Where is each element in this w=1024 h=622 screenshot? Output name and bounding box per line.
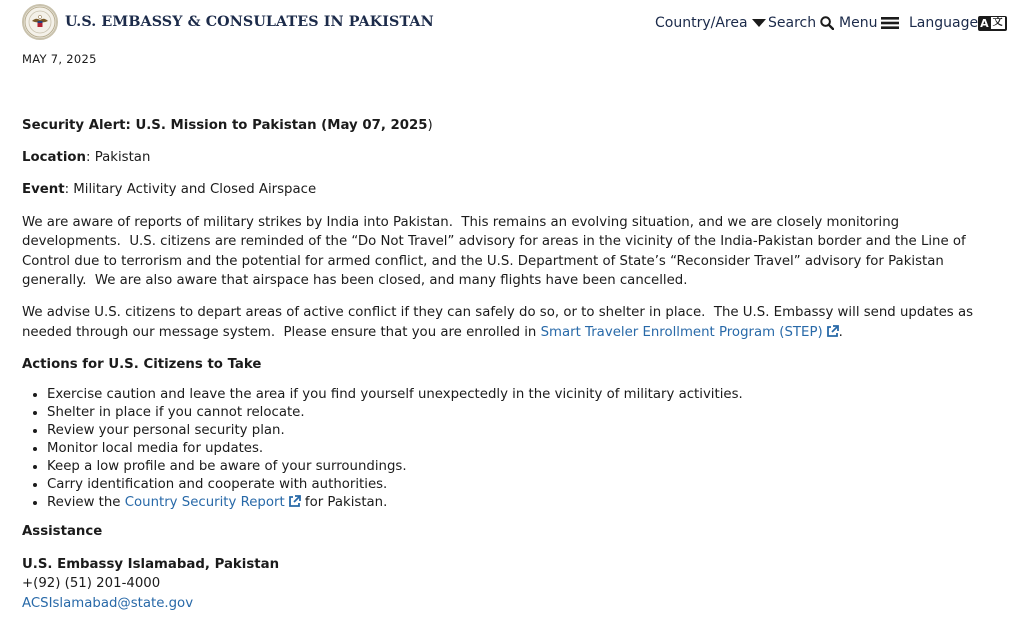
actions-heading: Actions for U.S. Citizens to Take (22, 356, 262, 372)
list-item: • Exercise caution and leave the area if you find yourself unexpectedly in the vicinity of military activities. (47, 386, 1002, 404)
alert-title (22, 116, 1002, 136)
publish-date: MAY 7, 2025 (22, 52, 97, 66)
list-item: • Keep a low profile and be aware of your surroundings. (47, 458, 1002, 476)
country-area-label: Country/Area (655, 15, 748, 31)
list-item: • Review your personal security plan. (47, 422, 1002, 440)
situation-paragraph: We are aware of reports of military strikes by India into Pakistan. This remains an evolving situation, and we are closely monitoring developments. U.S. citizens are reminded of the “Do Not Travel” advisory for areas in the vicinity of the India-Pakistan border and the Line of Control due to terrorism and the potential for armed conflict, and the U.S. Department of State’s “Reconsider Travel” advisory for Pakistan generally. We are also aware that airspace has been closed, and many flights have been cancelled. (22, 214, 970, 289)
alert-title-close: ) (427, 118, 433, 133)
country-area-dropdown[interactable] (655, 15, 766, 31)
search-label: Search (768, 15, 817, 31)
search-icon (820, 16, 834, 30)
advice-paragraph (22, 303, 1002, 342)
list-item (47, 494, 1002, 512)
embassy-seal-logo[interactable] (22, 4, 58, 40)
event-value: : Military Activity and Closed Airspace (64, 182, 317, 198)
actions-list (22, 386, 1002, 512)
embassy-phone: +(92) (51) 201-4000 (22, 576, 161, 592)
translate-icon (978, 16, 1007, 31)
location-value: : Pakistan (85, 150, 151, 166)
translate-icon-letter-a: A (980, 16, 989, 30)
alert-content (22, 116, 1002, 613)
embassy-email-link[interactable]: ACSIslamabad@state.gov (22, 595, 194, 611)
alert-title-text: Security Alert: U.S. Mission to Pakistan (May 07, 2025 (22, 118, 428, 133)
list-item: • Shelter in place if you cannot relocate. (47, 404, 1002, 422)
embassy-name: U.S. Embassy Islamabad, Pakistan (22, 556, 280, 572)
assistance-heading: Assistance (22, 524, 103, 540)
location-label: Location (22, 150, 86, 166)
external-link-icon (288, 495, 301, 508)
csr-link-label: Country Security Report (124, 495, 285, 511)
step-enrollment-link[interactable] (541, 325, 839, 340)
translate-icon-glyph: 文 (992, 17, 1003, 28)
list-item: • Carry identification and cooperate with authorities. (47, 476, 1002, 494)
search-button[interactable] (768, 15, 834, 31)
caret-down-icon (752, 18, 766, 28)
external-link-icon (826, 325, 839, 338)
country-security-report-link[interactable] (125, 495, 301, 510)
list-item: • Monitor local media for updates. (47, 440, 1002, 458)
step-link-label: Smart Traveler Enrollment Program (STEP) (540, 324, 823, 340)
advice-text: We advise U.S. citizens to depart areas of active conflict if they can safely do so, or to shelter in place. The U.S. Embassy will send updates as needed through our message system. Please ensure that you are enrolled in (22, 305, 978, 340)
advice-end: . (838, 324, 843, 340)
language-button[interactable] (909, 15, 1007, 31)
site-title[interactable]: U.S. EMBASSY & CONSULATES IN PAKISTAN (65, 14, 434, 30)
site-header (0, 0, 1024, 48)
event-label: Event (22, 182, 65, 198)
hamburger-menu-icon (881, 16, 899, 30)
language-label: Language (909, 15, 979, 31)
event-line (22, 180, 1002, 200)
review-text: Review the (47, 495, 125, 511)
location-line (22, 148, 1002, 168)
menu-button[interactable] (839, 15, 899, 31)
menu-label: Menu (839, 15, 878, 31)
review-text-end: for Pakistan. (300, 495, 388, 511)
